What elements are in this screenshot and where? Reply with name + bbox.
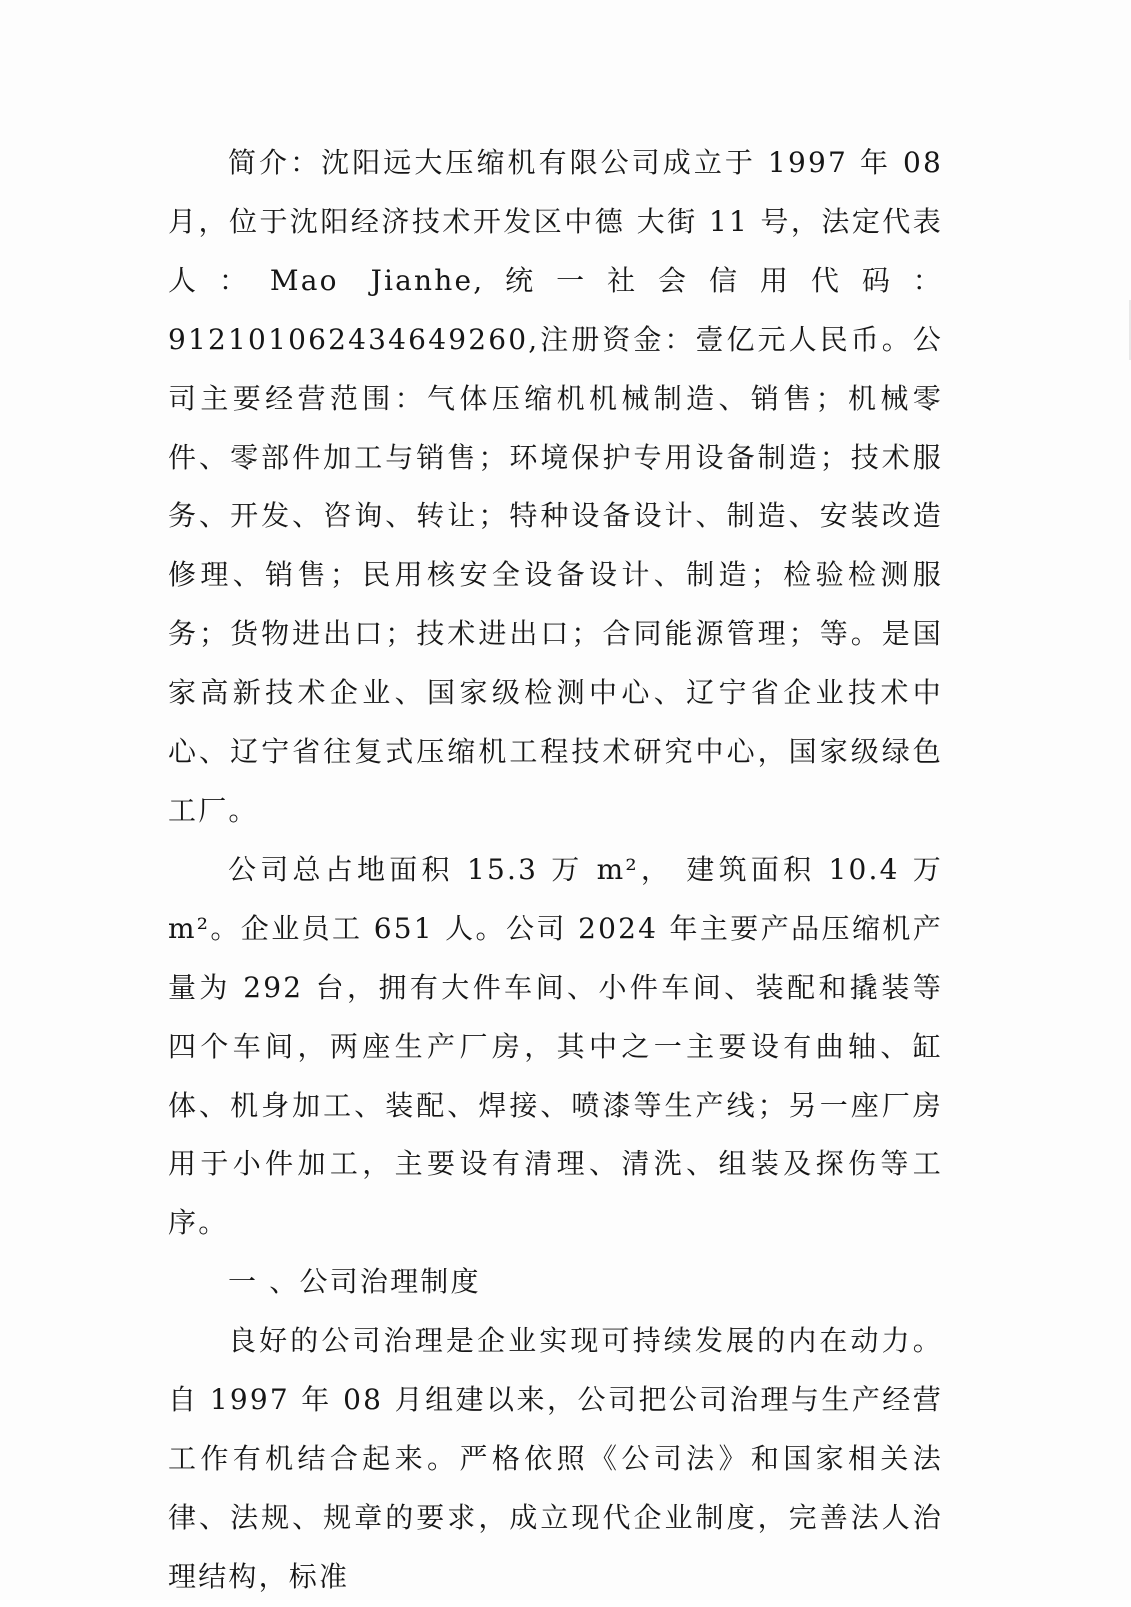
governance-paragraph: 良好的公司治理是企业实现可持续发展的内在动力。自 1997 年 08 月组建以来，公司把公司治理与生产经营工作有机结合起来。严格依照《公司法》和国家相关法律、法规、规章的要求，成立现代企业制度，完善法人治理结构，标准 [168, 1324, 943, 1593]
facility-paragraph: 公司总占地面积 15.3 万 m²， 建筑面积 10.4 万 m²。企业员工 651 人。公司 2024 年主要产品压缩机产量为 292 台，拥有大件车间、小件车间、装配和撬装等四个车间，两座生产厂房，其中之一主要设有曲轴、缸体、机身加工、装配、焊接、喷漆等生产线；另一座厂房用于小件加工，主要设有清理、清洗、组装及探伤等工序。 [168, 852, 943, 1240]
document-body [168, 134, 943, 1607]
section-heading: 一 、公司治理制度 [228, 1265, 481, 1299]
intro-paragraph: 简介：沈阳远大压缩机有限公司成立于 1997 年 08 月，位于沈阳经济技术开发区中德 大街 11 号，法定代表人：Mao Jianhe,统一社会信用代码：912101062434649260,注册资金：壹亿元人民币。公司主要经营范围：气体压缩机机械制造、销售；机械零件、零部件加工与销售；环境保护专用设备制造；技术服务、开发、咨询、转让；特种设备设计、制造、安装改造修理、销售；民用核安全设备设计、制造；检验检测服务；货物进出口；技术进出口；合同能源管理；等。是国家高新技术企业、国家级检测中心、辽宁省企业技术中心、辽宁省往复式压缩机工程技术研究中心，国家级绿色工厂。 [168, 146, 943, 827]
